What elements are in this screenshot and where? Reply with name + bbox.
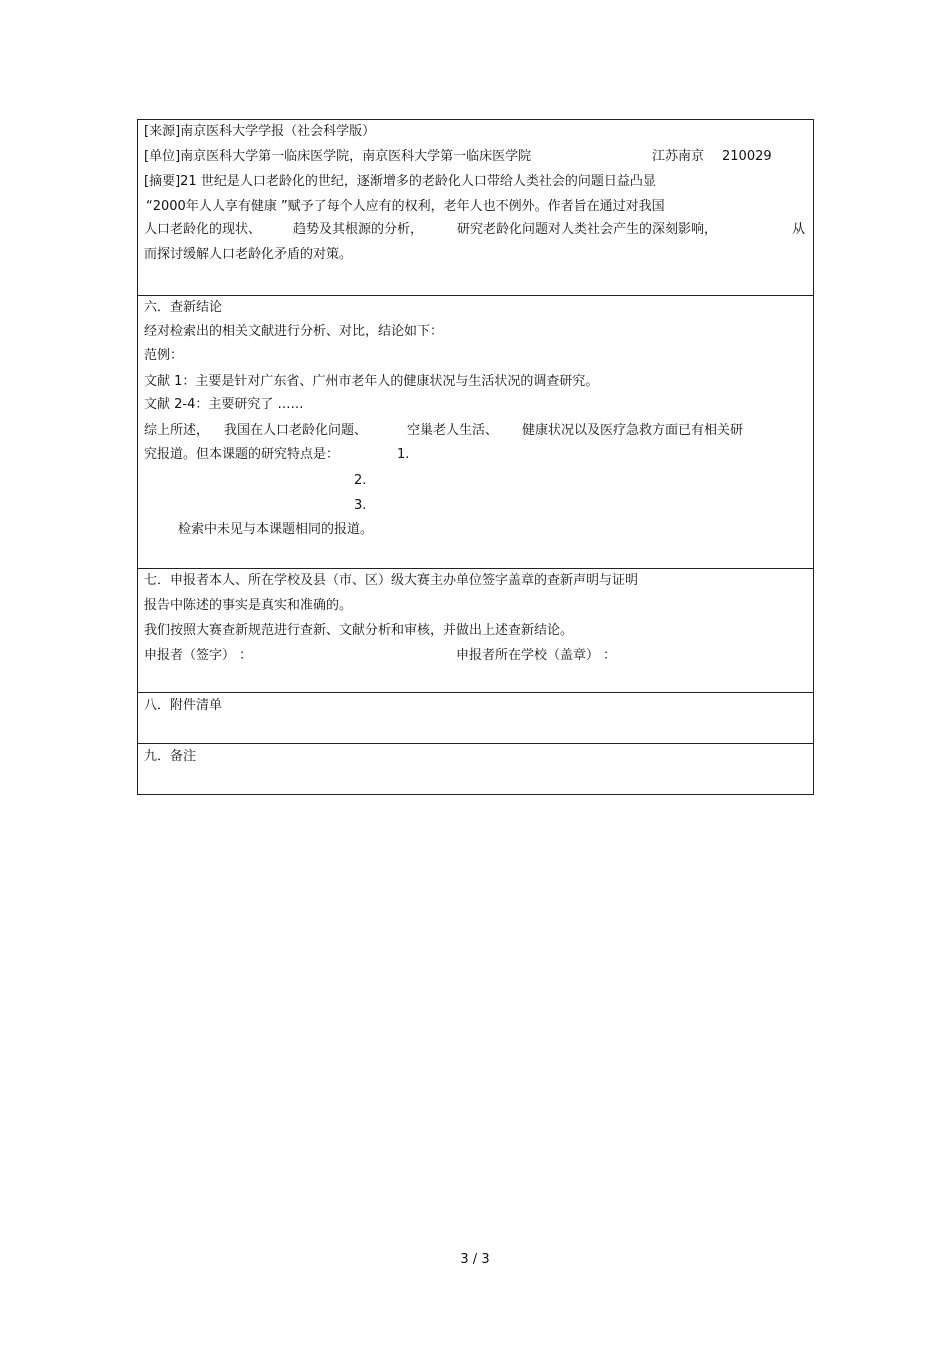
unit-postcode: 210029 <box>722 149 772 164</box>
summary-c: 空巢老人生活、 <box>407 423 499 438</box>
point-2: 2. <box>354 473 367 488</box>
declaration-heading: 七．申报者本人、所在学校及县（市、区）级大赛主办单位签字盖章的查新声明与证明 <box>144 573 639 588</box>
summary-line-3c: 研究老龄化问题对人类社会产生的深刻影响， <box>457 222 718 237</box>
declaration-line-1: 报告中陈述的事实是真实和准确的。 <box>144 598 353 613</box>
conclusion-closing: 检索中未见与本课题相同的报道。 <box>178 522 374 537</box>
unit-location: 江苏南京 <box>652 149 705 164</box>
declaration-line-2: 我们按照大赛查新规范进行查新、文献分析和审核，并做出上述查新结论。 <box>144 623 574 638</box>
summary-line-3b: 趋势及其根源的分析， <box>293 222 424 237</box>
source-line: [来源]南京医科大学学报（社会科学版） <box>144 124 376 139</box>
conclusion-heading: 六．查新结论 <box>144 300 223 315</box>
unit-line: [单位]南京医科大学第一临床医学院，南京医科大学第一临床医学院 <box>144 149 532 164</box>
attachments-heading: 八．附件清单 <box>144 698 223 713</box>
conclusion-section <box>138 295 813 568</box>
remarks-heading: 九．备注 <box>144 749 197 764</box>
summary-line-3d: 从 <box>792 222 806 237</box>
summary-line-4: 而探讨缓解人口老龄化矛盾的对策。 <box>144 247 353 262</box>
summary-d: 健康状况以及医疗急救方面已有相关研 <box>522 423 744 438</box>
summary-b: 我国在人口老龄化问题、 <box>224 423 368 438</box>
summary-line-1: [摘要]21 世纪是人口老龄化的世纪，逐渐增多的老龄化人口带给人类社会的问题日益凸显 <box>144 174 656 189</box>
report-table <box>137 119 814 795</box>
point-3: 3. <box>354 498 367 513</box>
summary-line-2: 究报道。但本课题的研究特点是： <box>144 447 340 462</box>
summary-line-2: “2000年人人享有健康 ”赋予了每个人应有的权利，老年人也不例外。作者旨在通过对我国 <box>146 199 665 214</box>
remarks-section <box>138 743 813 794</box>
example-label: 范例： <box>144 348 184 363</box>
point-1: 1. <box>397 447 410 462</box>
school-seal-label: 申报者所在学校（盖章） ： <box>456 648 617 663</box>
conclusion-intro: 经对检索出的相关文献进行分析、对比，结论如下： <box>144 324 444 339</box>
summary-line-3a: 人口老龄化的现状、 <box>144 222 262 237</box>
abstract-section <box>138 120 813 295</box>
summary-a: 综上所述， <box>144 423 210 438</box>
doc-1-line: 文献 1：主要是针对广东省、广州市老年人的健康状况与生活状况的调查研究。 <box>144 374 599 389</box>
doc-2-4-line: 文献 2-4：主要研究了 …… <box>144 397 304 412</box>
page-number: 3 / 3 <box>460 1252 490 1267</box>
declaration-section <box>138 568 813 692</box>
attachments-section <box>138 692 813 743</box>
applicant-signature-label: 申报者（签字） ： <box>144 648 253 663</box>
